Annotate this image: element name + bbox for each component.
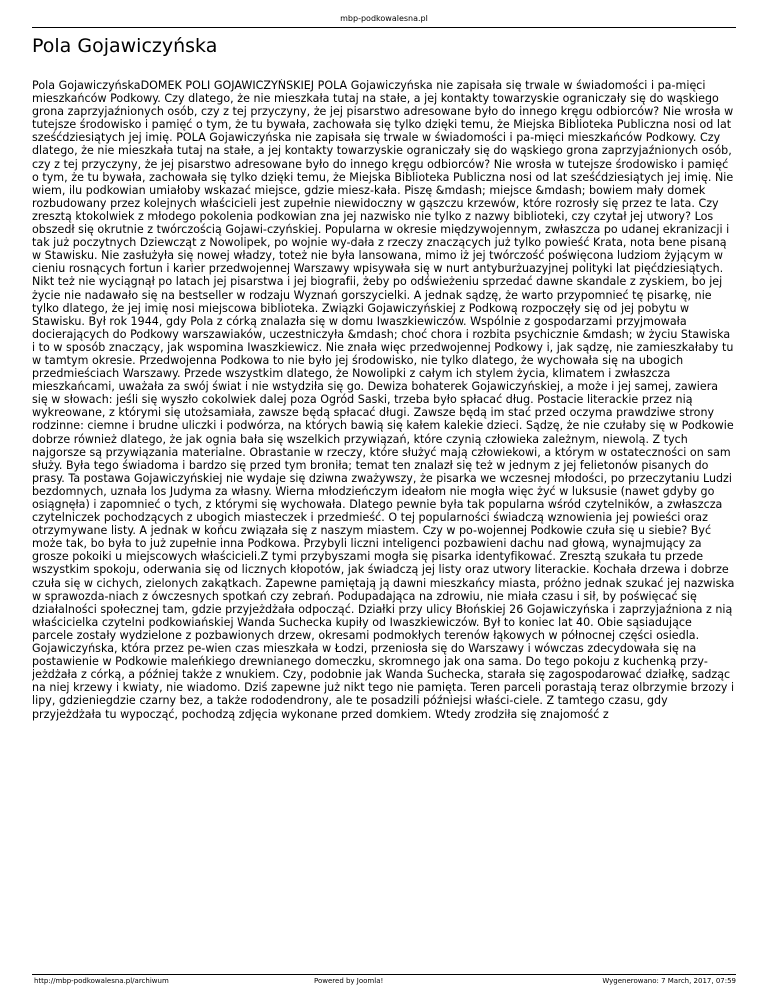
generated-date: Wygenerowano: 7 March, 2017, 07:59 — [602, 977, 736, 985]
page-footer — [32, 977, 736, 987]
footer-divider — [32, 974, 736, 975]
article-body — [32, 79, 736, 972]
article-text: Pola GojawiczyńskaDOMEK POLI GOJAWICZYŃSKIEJ POLA Gojawiczyńska nie zapisała się trwale w świadomości i pa-mięci mieszkańców Podkowy. Czy dlatego, że nie mieszkała tutaj na stałe, a jej kontakty towarzyskie ograniczały się do wąskiego grona zaprzyjaźnionych osób, czy z tej przyczyny, że jej pisarstwo adresowane było do innego kręgu odbiorców? Nie wrosła w tutejsze środowisko i pamięć o tym, że tu bywała, zachowała się tylko dzięki temu, że Miejska Biblioteka Publiczna nosi od lat sześćdziesiątych jej imię. POLA Gojawiczyńska nie zapisała się trwale w świadomości i pa-mięci mieszkańców Podkowy. Czy dlatego, że nie mieszkała tutaj na stałe, a jej kontakty towarzyskie ograniczały się do wąskiego grona zaprzyjaźnionych osób, czy z tej przyczyny, że jej pisarstwo adresowane było do innego kręgu odbiorców? Nie wrosła w tutejsze środowisko i pamięć o tym, że tu bywała, zachowała się tylko dzięki temu, że Miejska Biblioteka Publiczna nosi od lat sześćdziesiątych jej imię. Nie wiem, ilu podkowian umiałoby wskazać miejsce, gdzie miesz-kała. Piszę &mdash; miejsce &mdash; bowiem mały domek rozbudowany przez kolejnych właścicieli jest zupełnie niewidoczny w gąszczu krzewów, które rozrosły się przez te lata. Czy zresztą ktokolwiek z młodego pokolenia podkowian zna jej nazwisko nie tylko z nazwy biblioteki, czy czytał jej utwory? Los obszedł się okrutnie z twórczością Gojawi-czyńskiej. Popularna w okresie międzywojennym, zwłaszcza po udanej ekranizacji i tak już poczytnych Dziewcząt z Nowolipek, po wojnie wy-dała z rzeczy znaczących już tylko powieść Krata, nota bene pisaną w Stawisku. Nie zasłużyła się nowej władzy, toteż nie była lansowana, mimo iż jej twórczość poświęcona ludziom żyjącym w cieniu rosnących fortun i karier przedwojennej Warszawy wpisywała się w nurt antyburżuazyjnej polityki lat pięćdziesiątych. Nikt też nie wyciągnął po latach jej pisarstwa i jej biografii, żeby po odświeżeniu sprzedać dawne skandale z zyskiem, bo jej życie nie nadawało się na bestseller w rodzaju Wyznań gorszycielki. A jednak sądzę, że warto przypomnieć tę pisarkę, nie tylko dlatego, że jej imię nosi miejscowa biblioteka. Związki Gojawiczyńskiej z Podkową rozpoczęły się od jej pobytu w Stawisku. Był rok 1944, gdy Pola z córką znalazła się w domu Iwaszkiewiczów. Wspólnie z gospodarzami przyjmowała docierających do Podkowy warszawiaków, uczestniczyła &mdash; choć chora i rozbita psychicznie &mdash; w życiu Stawiska i to w sposób znaczący, jak wspomina Iwaszkiewicz. Nie znała więc przedwojennej Podkowy i, jak sądzę, nie zamieszkałaby tu w tamtym okresie. Przedwojenna Podkowa to nie było jej środowisko, nie tylko dlatego, że wychowała się na ubogich przedmieściach Warszawy. Przede wszystkim dlatego, że Nowolipki z całym ich stylem życia, klimatem i zwłaszcza mieszkańcami, uważała za swój świat i nie wstydziła się go. Dewiza bohaterek Gojawiczyńskiej, a może i jej samej, zawiera się w słowach: jeśli się wyszło cokolwiek dalej poza Ogród Saski, trzeba było spłacać dług. Postacie literackie przez nią wykreowane, z którymi się utożsamiała, zawsze będą spłacać długi. Zawsze będą im stać przed oczyma prawdziwe strony rodzinne: ciemne i brudne uliczki i podwórza, na których bawią się kałem kalekie dzieci. Sądzę, że nie czułaby się w Podkowie dobrze również dlatego, że jak ognia bała się wszelkich przywiązań, które czynią człowieka zależnym, niewolą. Z tych najgorsze są przywiązania materialne. Obrastanie w rzeczy, które służyć mają człowiekowi, a którym w ostateczności on sam służy. Była tego świadoma i bardzo się przed tym broniła; temat ten znalazł się też w jednym z jej felietonów pisanych do prasy. Ta postawa Gojawiczyńskiej nie wydaje się dziwna zważywszy, że pisarka we wczesnej młodości, po przeczytaniu Ludzi bezdomnych, uznała los Judyma za własny. Wierna młodzieńczym ideałom nie mogła więc żyć w luksusie (nawet gdyby go osiągnęła) i zapomnieć o tych, z którymi się wychowała. Dlatego pewnie była tak popularna wśród czytelników, a zwłaszcza czytelniczek pochodzących z ubogich miasteczek i przedmieść. O tej popularności świadczą wznowienia jej powieści oraz otrzymywane listy. A jednak w końcu związała się z naszym miastem. Czy w po-wojennej Podkowie czuła się u siebie? Być może tak, bo była to już zupełnie inna Podkowa. Przybyli liczni inteligenci pozbawieni dachu nad głową, wynajmujący za grosze pokoiki u miejscowych właścicieli.Z tymi przybyszami mogła się pisarka identyfikować. Zresztą szukała tu przede wszystkim spokoju, oderwania się od licznych kłopotów, jak świadczą jej listy oraz utwory literackie. Kochała drzewa i dobrze czuła się w cichych, zielonych zakątkach. Zapewne pamiętają ją dawni mieszkańcy miasta, próżno jednak szukać jej nazwiska w sprawozda-niach z ówczesnych spotkań czy zebrań. Podupadająca na zdrowiu, nie miała czasu i sił, by poświęcać się działalności społecznej tam, gdzie przyjeżdżała odpocząć. Działki przy ulicy Błońskiej 26 Gojawiczyńska i zaprzyjaźniona z nią właścicielka czytelni podkowiańskiej Wanda Suchecka kupiły od Iwaszkiewiczów. Był to koniec lat 40. Obie sąsiadujące parcele zostały wydzielone z pozbawionych drzew, okresami podmokłych terenów łąkowych w północnej części osiedla. Gojawiczyńska, która przez pe-wien czas mieszkała w Łodzi, przeniosła się do Warszawy i wówczas zdecydowała się na postawienie w Podkowie maleńkiego drewnianego domeczku, skromnego jak ona sama. Do tego pokoju z kuchenką przy-jeżdżała z córką, a później także z wnukiem. Czy, podobnie jak Wanda Suchecka, starała się zagospodarować działkę, sadząc na niej krzewy i kwiaty, nie wiadomo. Dziś zapewne już nikt tego nie pamięta. Teren parceli porastają teraz olbrzymie brzozy i lipy, gdzieniegdzie czarny bez, a także rododendrony, ale te posadzili późniejsi właści-ciele. Z tamtego czasu, gdy przyjeżdżała tu wypocząć, pochodzą zdjęcia wykonane przed domkiem. Wtedy zrodziła się znajomość z — [32, 79, 735, 721]
site-url: mbp-podkowalesna.pl — [340, 14, 428, 23]
page-title: Pola Gojawiczyńska — [32, 35, 218, 57]
archive-url: http://mbp-podkowalesna.pl/archiwum — [34, 977, 169, 985]
powered-by: Powered by Joomla! — [314, 977, 384, 985]
header-divider — [32, 27, 736, 28]
